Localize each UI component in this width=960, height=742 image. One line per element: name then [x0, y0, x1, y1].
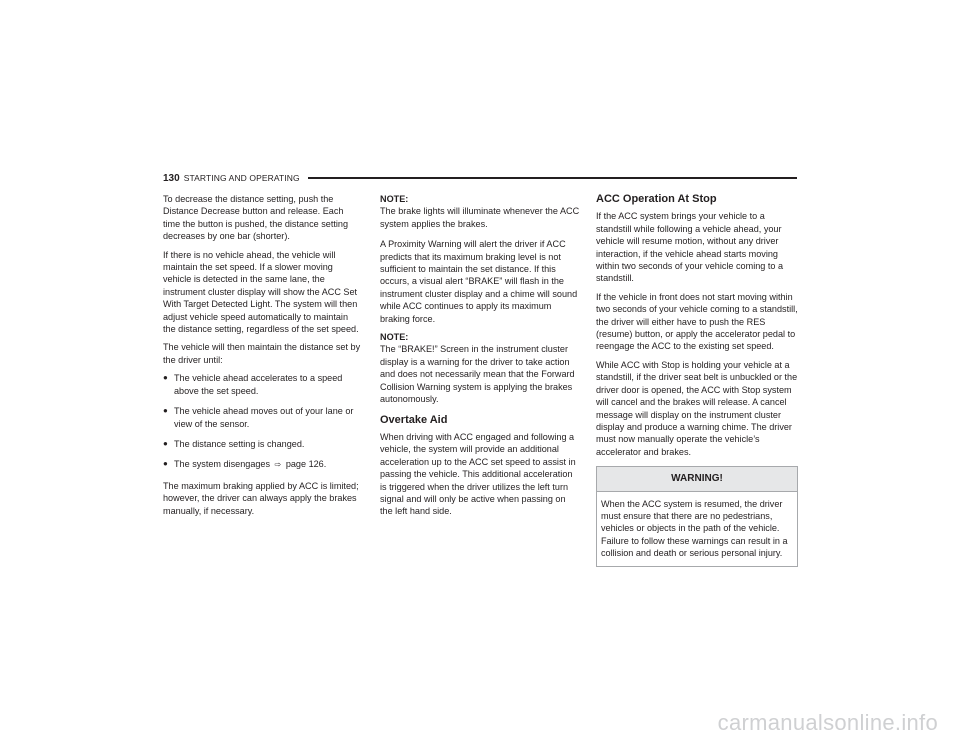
column-right: [596, 193, 798, 567]
paragraph-res-button: If the vehicle in front does not start moving within two seconds of your vehicle coming to a standstill, the driver will either have to push the RES (resume) button, or apply the accelerator pedal to reengage the ACC to the existing set speed.: [596, 291, 798, 352]
page-number: 130: [163, 172, 180, 184]
paragraph-no-vehicle-ahead: If there is no vehicle ahead, the vehicle will maintain the set speed. If a slower moving vehicle is detected in the same lane, the instrument cluster display will show the ACC Set With Target Detected Light. The system will then adjust vehicle speed automatically to maintain the distance setting, regardless of the set speed.: [163, 249, 359, 335]
bullet-icon: ●: [163, 459, 168, 469]
note-label: NOTE:: [380, 332, 409, 343]
header-rule: [308, 177, 797, 179]
bullet-icon: ●: [163, 373, 168, 383]
page-header: [163, 172, 797, 184]
paragraph-standstill-resume: If the ACC system brings your vehicle to a standstill while following a vehicle ahead, your vehicle will resume motion, without any driver interaction, if the vehicle ahead starts moving within two seconds of your vehicle coming to a standstill.: [596, 211, 784, 284]
paragraph-proximity-warning: A Proximity Warning will alert the driver if ACC predicts that its maximum braking level is not sufficient to maintain the set distance. If this occurs, a visual alert “BRAKE” will flash in the instrument cluster display and a chime will sound while ACC continues to apply its maximum braking force.: [380, 239, 578, 324]
list-item-text: The vehicle ahead accelerates to a speed above the set speed.: [174, 373, 343, 396]
bullet-list: [163, 372, 363, 471]
bullet-icon: ●: [163, 406, 168, 416]
list-item: [163, 405, 363, 430]
column-middle: [380, 193, 580, 524]
list-item: [163, 372, 363, 397]
bullet-icon: ●: [163, 438, 168, 448]
heading-acc-operation-at-stop: ACC Operation At Stop: [596, 193, 717, 205]
list-item: [163, 458, 363, 471]
watermark: carmanualsonline.info: [717, 710, 938, 735]
paragraph-maintain-distance: The vehicle will then maintain the distance set by the driver until:: [163, 342, 361, 365]
list-item-text: The distance setting is changed.: [174, 438, 305, 449]
paragraph-overtake-aid: When driving with ACC engaged and following a vehicle, the system will provide an additional acceleration up to the ACC set speed to assist in passing the vehicle. This additional acceleration is triggered when the driver utilizes the left turn signal and will only be active when passing on the left hand side.: [380, 431, 576, 517]
list-item-text: The system disengages: [174, 459, 271, 470]
page-reference-arrow-icon: ⇨: [274, 460, 282, 470]
paragraph-acc-cancel: While ACC with Stop is holding your vehicle at a standstill, if the driver seat belt is unbuckled or the driver door is opened, the ACC with Stop system will cancel and the brakes will release. A cancel message will display on the instrument cluster display and produce a warning chime. The driver must now manually operate the vehicle’s accelerator and brakes.: [596, 359, 798, 457]
paragraph-max-braking: The maximum braking applied by ACC is limited; however, the driver can always apply the brakes manually, if necessary.: [163, 480, 359, 516]
note-label: NOTE:: [380, 194, 409, 204]
heading-overtake-aid: Overtake Aid: [380, 413, 448, 426]
warning-title: WARNING!: [597, 467, 797, 491]
warning-box: [596, 466, 798, 566]
page-reference-link[interactable]: page 126.: [285, 459, 327, 470]
warning-text: When the ACC system is resumed, the driver must ensure that there are no pedestrians, vehicles or objects in the path of the vehicle. Failure to follow these warnings can result in a collision and death or serious personal injury.: [601, 498, 788, 559]
list-item: [163, 438, 363, 450]
section-title: STARTING AND OPERATING: [183, 173, 300, 183]
paragraph-distance-decrease: To decrease the distance setting, push the Distance Decrease button and release. Each time the button is pushed, the distance setting decreases by one bar (shorter).: [163, 194, 349, 242]
column-left: [163, 193, 363, 523]
list-item-text: The vehicle ahead moves out of your lane or view of the sensor.: [174, 406, 354, 429]
note-brake-screen: The “BRAKE!” Screen in the instrument cluster display is a warning for the driver to take action and does not necessarily mean that the Forward Collision Warning system is applying the brakes autonomously.: [380, 344, 575, 405]
note-brake-lights: The brake lights will illuminate whenever the ACC system applies the brakes.: [380, 206, 580, 229]
